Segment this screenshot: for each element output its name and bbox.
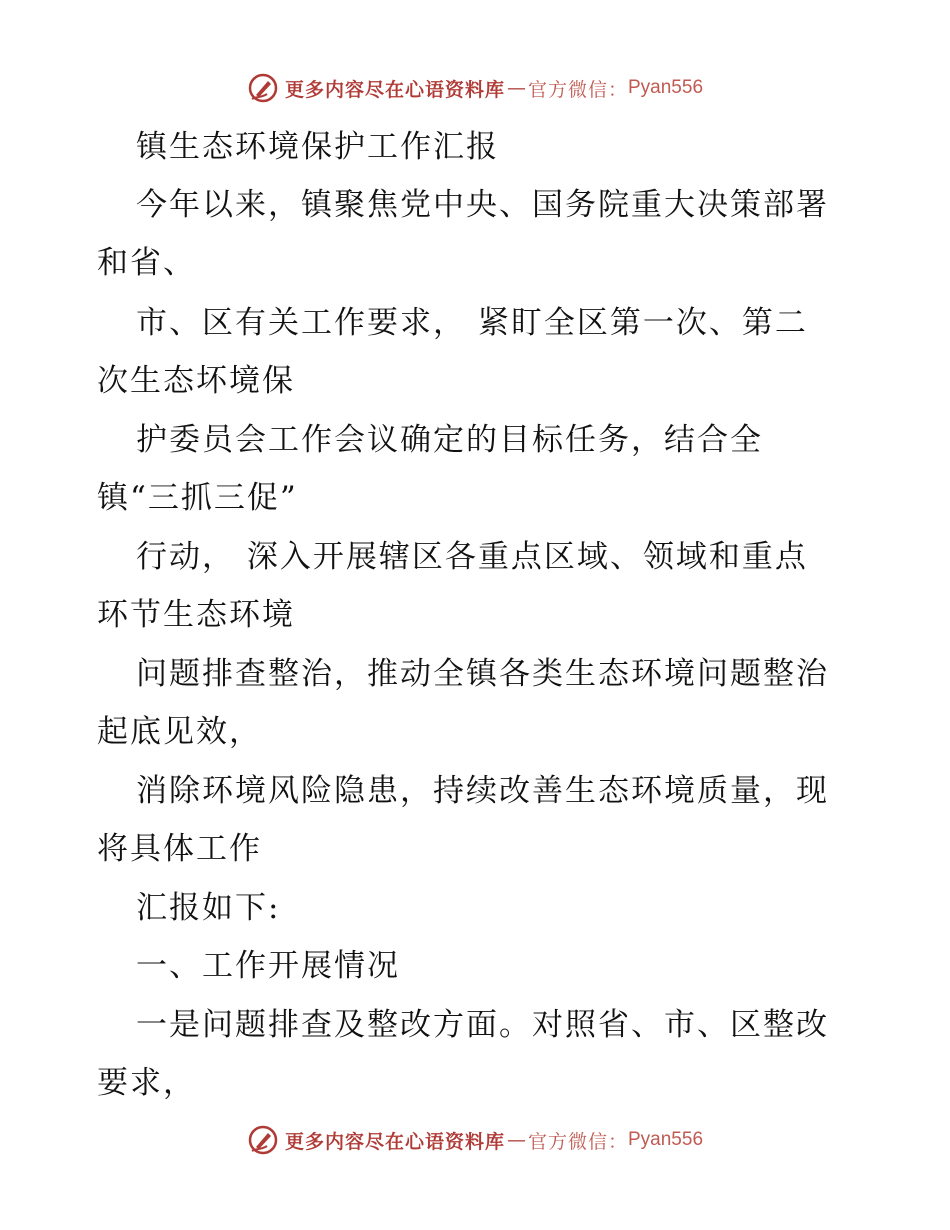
watermark-header [0,72,950,104]
section-heading: 一、工作开展情况 [136,948,400,984]
watermark-id: Pyan556 [628,1129,704,1150]
watermark-title: 更多内容尽在心语资料库 [284,1130,505,1153]
text-line: 和省、 [97,245,196,281]
document-title: 镇生态环境保护工作汇报 [136,129,499,165]
text-line: 问题排查整治，推动全镇各类生态环境问题整治 [136,656,829,692]
text-line: 护委员会工作会议确定的目标任务，结合全 [136,422,763,458]
text-line: 次生态坏境保 [97,363,295,399]
text-line: 今年以来，镇聚焦党中央、国务院重大决策部署 [136,187,829,223]
text-line: 消除环境风险隐患，持续改善生态环境质量，现 [136,773,829,809]
text-line: 一是问题排查及整改方面。对照省、市、区整改 [136,1007,829,1043]
watermark-dash: — [506,77,526,99]
text-line: 起底见效， [97,714,262,750]
text-line: 要求， [97,1065,196,1101]
watermark-subtitle: 官方微信： [527,1130,628,1153]
pen-logo-icon [247,1124,279,1156]
watermark-subtitle: 官方微信： [527,78,628,101]
watermark-id: Pyan556 [628,77,704,98]
text-line: 市、区有关工作要求， 紧盯全区第一次、第二 [136,305,808,341]
text-line: 行动， 深入开展辖区各重点区域、领域和重点 [136,539,808,575]
text-line: 镇“三抓三促” [97,480,298,516]
watermark-dash: — [506,1129,526,1151]
text-line: 将具体工作 [97,831,262,867]
text-line: 汇报如下: [136,890,281,926]
watermark-title: 更多内容尽在心语资料库 [284,78,505,101]
pen-logo-icon [247,72,279,104]
text-line: 环节生态环境 [97,597,295,633]
watermark-footer [0,1124,950,1156]
